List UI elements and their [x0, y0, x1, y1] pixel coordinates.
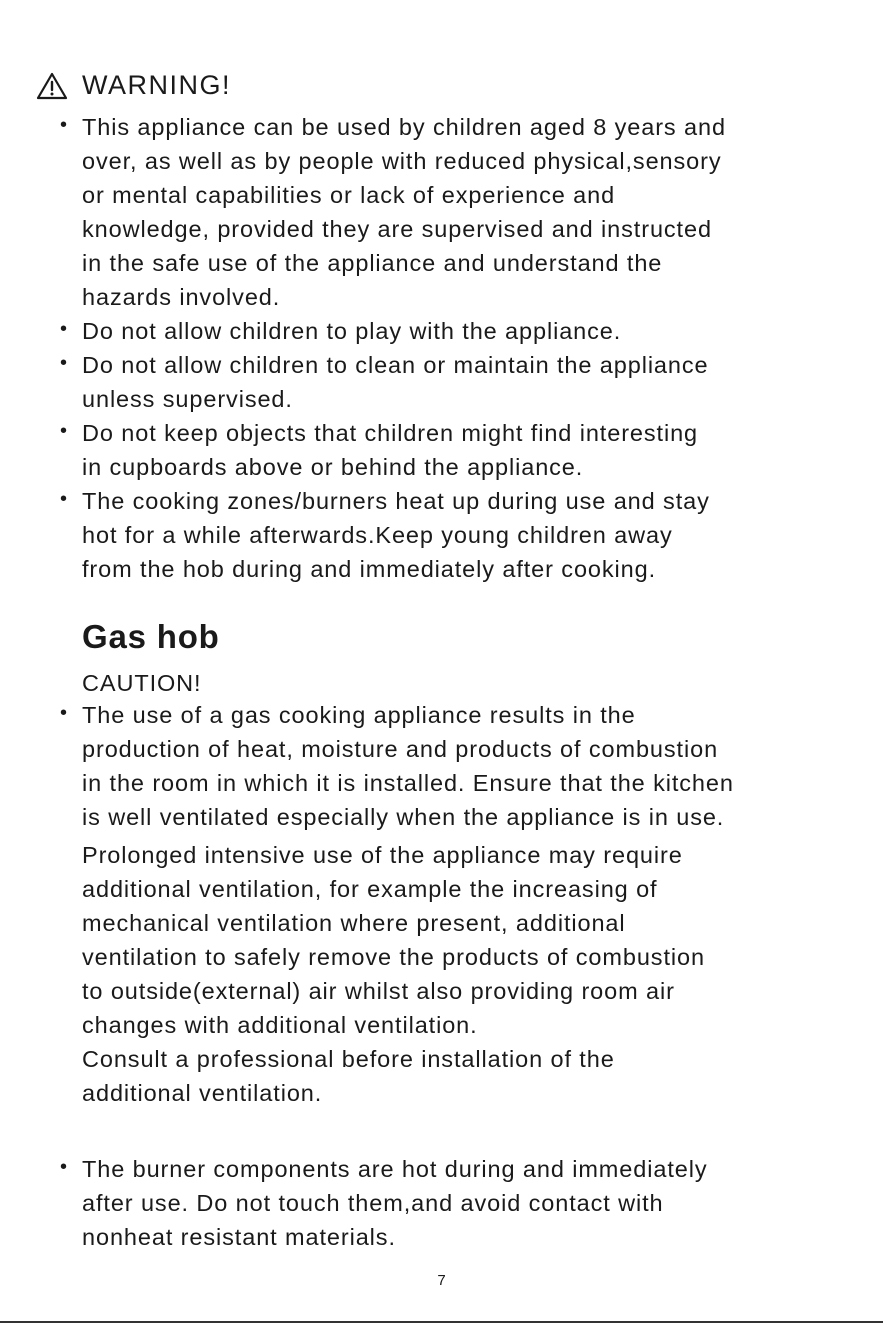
list-item	[60, 1152, 843, 1254]
text-line: The use of a gas cooking appliance results in the	[82, 702, 636, 728]
caution-label: CAUTION!	[82, 670, 202, 696]
text-line: nonheat resistant materials.	[82, 1224, 396, 1250]
gas-hob-bullet-list	[60, 698, 843, 834]
list-item	[60, 110, 843, 314]
text-line: additional ventilation, for example the increasing of	[82, 876, 658, 902]
text-line: in cupboards above or behind the appliance.	[82, 454, 584, 480]
page-number: 7	[437, 1272, 446, 1289]
warning-bullet-list	[60, 110, 843, 586]
text-line: Do not allow children to play with the appliance.	[82, 318, 622, 344]
bullet-dot: •	[60, 488, 68, 510]
bullet-dot: •	[60, 318, 68, 340]
text-line: production of heat, moisture and products of combustion	[82, 736, 719, 762]
bullet-dot: •	[60, 114, 68, 136]
text-line: in the safe use of the appliance and understand the	[82, 250, 663, 276]
bullet-dot: •	[60, 420, 68, 442]
list-item	[60, 416, 843, 484]
text-line: is well ventilated especially when the appliance is in use.	[82, 804, 725, 830]
text-line: Do not keep objects that children might find interesting	[82, 420, 699, 446]
text-line: Prolonged intensive use of the appliance may require	[82, 842, 683, 868]
text-line: changes with additional ventilation.	[82, 1012, 478, 1038]
bottom-rule	[0, 1321, 883, 1323]
bullet-dot: •	[60, 702, 68, 724]
list-item	[60, 314, 843, 348]
text-line: after use. Do not touch them,and avoid contact with	[82, 1190, 664, 1216]
text-line: unless supervised.	[82, 386, 293, 412]
text-line: mechanical ventilation where present, additional	[82, 910, 626, 936]
warning-title: WARNING!	[82, 70, 231, 100]
text-line: in the room in which it is installed. Ensure that the kitchen	[82, 770, 734, 796]
text-line: ventilation to safely remove the products of combustion	[82, 944, 705, 970]
warning-triangle-icon	[36, 72, 68, 100]
section-title: Gas hob	[82, 618, 220, 655]
text-line: knowledge, provided they are supervised and instructed	[82, 216, 712, 242]
text-line: The cooking zones/burners heat up during use and stay	[82, 488, 710, 514]
list-item	[60, 484, 843, 586]
text-line: or mental capabilities or lack of experience and	[82, 182, 616, 208]
text-line: Do not allow children to clean or maintain the appliance	[82, 352, 709, 378]
burner-bullet-list	[60, 1152, 843, 1254]
list-item	[60, 698, 843, 834]
bullet-dot: •	[60, 352, 68, 374]
text-line: over, as well as by people with reduced physical,sensory	[82, 148, 722, 174]
text-line: Consult a professional before installation of the	[82, 1046, 615, 1072]
text-line: This appliance can be used by children aged 8 years and	[82, 114, 726, 140]
ventilation-paragraph	[82, 838, 705, 1042]
consult-paragraph	[82, 1042, 615, 1110]
text-line: hazards involved.	[82, 284, 281, 310]
list-item	[60, 348, 843, 416]
text-line: from the hob during and immediately after cooking.	[82, 556, 657, 582]
bullet-dot: •	[60, 1156, 68, 1178]
text-line: additional ventilation.	[82, 1080, 323, 1106]
warning-header	[36, 70, 231, 101]
text-line: hot for a while afterwards.Keep young children away	[82, 522, 673, 548]
text-line: The burner components are hot during and immediately	[82, 1156, 708, 1182]
text-line: to outside(external) air whilst also providing room air	[82, 978, 675, 1004]
